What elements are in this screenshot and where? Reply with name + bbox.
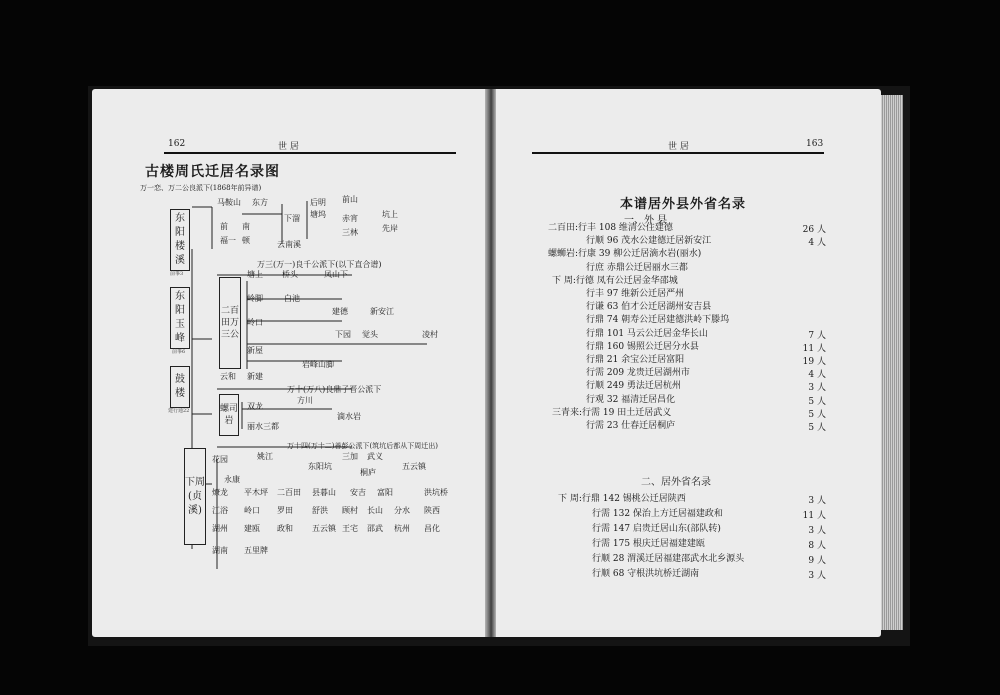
branch-node: 先岸 bbox=[382, 224, 398, 233]
branch-node: 洪坑桥 bbox=[424, 488, 448, 497]
migration-tree-diagram bbox=[92, 89, 485, 637]
person-count: 3 人 bbox=[808, 496, 826, 506]
branch-node: 舒洪 bbox=[312, 506, 328, 515]
branch-node: 塘上 bbox=[247, 270, 263, 279]
branch-node: 方川 bbox=[297, 396, 313, 405]
book-gutter bbox=[485, 89, 496, 637]
person-count: 5 人 bbox=[808, 396, 826, 407]
person-count: 5 人 bbox=[808, 409, 826, 420]
box-note: 建行通22 bbox=[168, 408, 190, 414]
branch-node: 双龙 bbox=[247, 402, 263, 411]
person-count: 3 人 bbox=[808, 571, 826, 581]
branch-node: 白池 bbox=[284, 294, 300, 303]
branch-node: 岭脚 bbox=[247, 294, 263, 303]
list-item: 行需 209 龙贵迁居湖州市 bbox=[586, 368, 690, 379]
branch-node: 岭口 bbox=[247, 318, 263, 327]
person-count: 3 人 bbox=[808, 383, 826, 394]
person-count: 4 人 bbox=[808, 238, 826, 249]
list-item: 行观 32 福清迁居昌化 bbox=[586, 394, 676, 405]
box-xiazhou: 下周(贞溪) bbox=[184, 448, 206, 545]
mid-section-label: 万三(万一)良千公派下(以下直合谱) bbox=[257, 260, 382, 269]
person-count: 3 人 bbox=[808, 526, 826, 536]
person-count: 26 人 bbox=[802, 225, 826, 235]
branch-node: 分水 bbox=[394, 506, 410, 515]
left-page-title: 古楼周氏迁居名录图 bbox=[145, 164, 280, 180]
branch-node: 三林 bbox=[342, 228, 358, 237]
branch-node: 五云镇 bbox=[402, 462, 426, 471]
branch-node: 建德 bbox=[332, 307, 348, 316]
branch-node: 县暮山 bbox=[312, 488, 336, 497]
list-item: 行需 23 仕春迁居桐庐 bbox=[586, 421, 676, 431]
person-count: 11 人 bbox=[802, 511, 826, 521]
list-item: 行鼎 101 马云公迁居金华长山 bbox=[586, 328, 708, 339]
branch-node: 王宅 bbox=[342, 524, 358, 533]
branch-node: 东方 bbox=[252, 198, 268, 207]
box-erbaitian: 二百田万三公 bbox=[219, 277, 241, 369]
person-count: 8 人 bbox=[808, 541, 826, 551]
branch-node: 云南溪 bbox=[277, 240, 301, 249]
list-item: 行丰 97 维新公迁居严州 bbox=[586, 289, 685, 299]
branch-node: 南 bbox=[242, 222, 250, 231]
branch-node: 杭州 bbox=[394, 524, 410, 533]
list-item: 行需 147 启贵迁居山东(部队转) bbox=[592, 524, 721, 534]
right-page-number: 163 bbox=[806, 139, 824, 149]
left-page-subtitle: 万一恋、万二公良派下(1868年前异谱) bbox=[140, 184, 262, 192]
branch-node: 湖南 bbox=[212, 546, 228, 555]
branch-node: 福一 bbox=[220, 236, 236, 245]
right-page-header: 世 居 bbox=[668, 142, 689, 152]
branch-node: 平木坪 bbox=[244, 488, 268, 497]
branch-node: 姚江 bbox=[257, 452, 273, 461]
list-item: 下 周:行德 凤有公迁居金华邵城 bbox=[552, 275, 678, 286]
person-count: 4 人 bbox=[808, 370, 826, 381]
branch-node: 丽水三都 bbox=[247, 422, 279, 431]
branch-node: 五云镇 bbox=[312, 524, 336, 533]
branch-node: 五里牌 bbox=[244, 546, 268, 555]
list-item: 行顺 68 守根洪坑桥迁湖南 bbox=[592, 569, 700, 579]
section-heading-outer-counties: 一、外 县 bbox=[624, 215, 668, 226]
left-page-number: 162 bbox=[168, 139, 186, 149]
box-note: 前事3 bbox=[170, 271, 184, 277]
box-luosiyan: 螺司岩 bbox=[219, 394, 239, 436]
branch-node: 富阳 bbox=[377, 488, 393, 497]
list-item: 行鼎 21 余宝公迁居富阳 bbox=[586, 355, 685, 365]
branch-node: 马鞍山 bbox=[217, 198, 241, 207]
list-item: 螺蛳岩:行康 39 柳公迁居滴水岩(丽水) bbox=[548, 249, 702, 260]
branch-node: 邵武 bbox=[367, 524, 383, 533]
branch-node: 桥头 bbox=[282, 270, 298, 279]
lower-section-label: 万十(万八)良鼎子晋公派下 bbox=[287, 385, 382, 394]
branch-node: 罗田 bbox=[277, 506, 293, 515]
branch-node: 三加 bbox=[342, 452, 358, 461]
person-count: 7 人 bbox=[808, 330, 826, 341]
branch-node: 二百田 bbox=[277, 488, 301, 497]
list-item: 三青来:行需 19 田土迁居武义 bbox=[552, 407, 672, 418]
branch-node: 前 bbox=[220, 222, 228, 231]
right-header-rule bbox=[532, 152, 824, 154]
box-gulou: 鼓楼 bbox=[170, 366, 190, 408]
person-count: 11 人 bbox=[802, 343, 826, 354]
branch-node: 建瓯 bbox=[244, 524, 260, 533]
branch-node: 凌村 bbox=[422, 330, 438, 339]
tree-connectors bbox=[92, 89, 485, 637]
branch-node: 岩峰山脚 bbox=[302, 360, 334, 369]
branch-node: 前山 bbox=[342, 195, 358, 204]
branch-node: 顿 bbox=[242, 236, 250, 245]
list-item: 行顺 96 茂水公建德迁居新安江 bbox=[586, 236, 712, 247]
branch-node: 岭口 bbox=[244, 506, 260, 515]
branch-node: 顾村 bbox=[342, 506, 358, 515]
branch-node: 花园 bbox=[212, 455, 228, 464]
branch-node: 坑上 bbox=[382, 210, 398, 219]
branch-node: 安吉 bbox=[350, 488, 366, 497]
list-item: 行顺 28 渭溪迁居福建邵武水北乡源头 bbox=[592, 554, 745, 564]
branch-node: 下园 bbox=[335, 330, 351, 339]
branch-node: 长山 bbox=[367, 506, 383, 515]
branch-node: 江浴 bbox=[212, 506, 228, 515]
branch-node: 凤山下 bbox=[324, 270, 348, 279]
list-item: 行需 132 保治上方迁居福建政和 bbox=[592, 509, 723, 519]
box-dongyang-louxi: 东阳楼溪 bbox=[170, 209, 190, 271]
branch-node: 武义 bbox=[367, 452, 383, 461]
bottom-section-label: 万十四(万十二)善彭公派下(筑坑后都从下周迁出) bbox=[287, 442, 438, 450]
left-page-header: 世 居 bbox=[278, 142, 299, 152]
branch-node: 下溜 bbox=[284, 214, 300, 223]
box-dongyang-yufeng: 东阳玉峰 bbox=[170, 287, 190, 349]
section-heading-outer-provinces: 二、居外省名录 bbox=[641, 477, 711, 488]
branch-node: 新建 bbox=[247, 372, 263, 381]
branch-node: 后明 bbox=[310, 198, 326, 207]
branch-node: 桐庐 bbox=[360, 468, 376, 477]
right-page-title: 本谱居外县外省名录 bbox=[620, 197, 747, 212]
branch-node: 政和 bbox=[277, 524, 293, 533]
list-item: 行鼎 160 锡照公迁居分水县 bbox=[586, 341, 699, 352]
branch-node: 觉头 bbox=[362, 330, 378, 339]
list-item: 行庶 赤鼎公迁居丽水三都 bbox=[586, 262, 688, 273]
list-item: 行需 175 根庆迁居福建建瓯 bbox=[592, 539, 705, 549]
list-item: 二百田:行丰 108 维清公住建德 bbox=[548, 223, 673, 233]
person-count: 19 人 bbox=[802, 357, 826, 367]
person-count: 5 人 bbox=[808, 423, 826, 433]
branch-node: 陕西 bbox=[424, 506, 440, 515]
branch-node: 塘坞 bbox=[310, 210, 326, 219]
branch-node: 新安江 bbox=[370, 307, 394, 316]
branch-node: 昌化 bbox=[424, 524, 440, 533]
page-edges bbox=[881, 95, 903, 630]
branch-node: 永康 bbox=[224, 475, 240, 484]
branch-node: 赤宵 bbox=[342, 214, 358, 223]
box-note: 前事6 bbox=[172, 349, 186, 355]
branch-node: 新屋 bbox=[247, 346, 263, 355]
list-item: 行谦 63 伯才公迁居湖州安吉县 bbox=[586, 302, 712, 313]
list-item: 下 周:行鼎 142 锡桃公迁居陕西 bbox=[558, 494, 686, 504]
person-count: 9 人 bbox=[808, 556, 826, 566]
branch-node: 湖州 bbox=[212, 524, 228, 533]
branch-node: 燎龙 bbox=[212, 488, 228, 497]
list-item: 行鼎 74 朝寿公迁居建德洪岭下滕坞 bbox=[586, 315, 730, 326]
branch-node: 东阳坑 bbox=[308, 462, 332, 471]
branch-node: 滴水岩 bbox=[337, 412, 361, 421]
list-item: 行顺 249 勇法迁居杭州 bbox=[586, 381, 681, 392]
branch-node: 云和 bbox=[220, 372, 236, 381]
